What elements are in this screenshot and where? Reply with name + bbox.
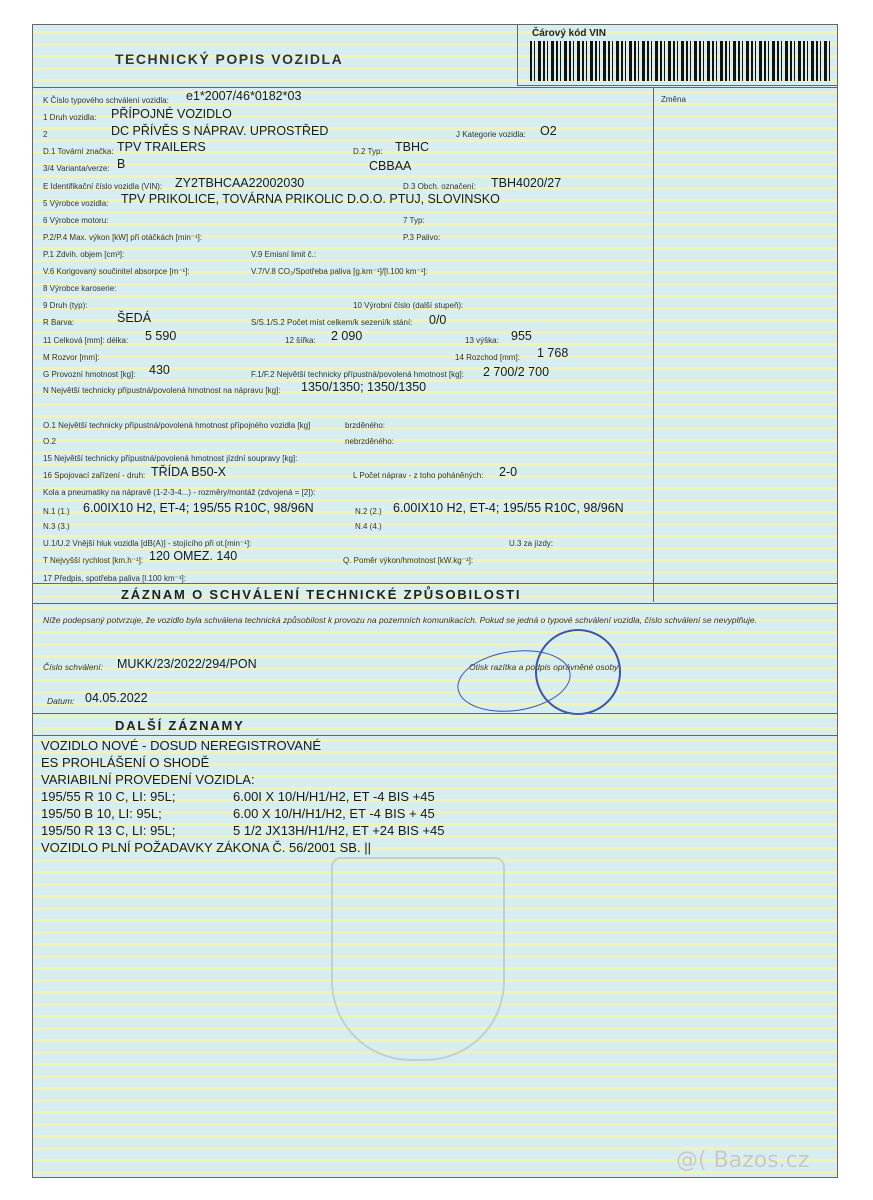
field-label-kola: Kola a pneumatiky na nápravě (1-2-3-4...) - rozměry/montáž (zdvojená = [2]):	[43, 488, 316, 497]
field-label-p2: P.2/P.4 Max. výkon [kW] při otáčkách [min⁻¹]:	[43, 233, 203, 242]
field-label-o1: O.1 Největší technicky přípustná/povolená hmotnost přípojného vozidla [kg]	[43, 421, 311, 430]
field-label-2: 2	[43, 130, 48, 139]
approval-date-label: Datum:	[47, 696, 75, 706]
field-label-nebrzdeneho: nebrzděného:	[345, 437, 394, 446]
field-label-e: E Identifikační číslo vozidla (VIN):	[43, 182, 163, 191]
field-label-9: 9 Druh (typ):	[43, 301, 88, 310]
record-line: 195/50 B 10, LI: 95L;	[41, 806, 162, 821]
field-value-n1: 6.00IX10 H2, ET-4; 195/55 R10C, 98/96N	[83, 501, 314, 515]
field-value-d2: TBHC	[395, 140, 430, 154]
field-label-12: 12 šířka:	[285, 336, 316, 345]
field-label-10: 10 Výrobní číslo (další stupeň):	[353, 301, 464, 310]
field-label-v7: V.7/V.8 CO₂/Spotřeba paliva [g.km⁻¹]/[l.100 km⁻¹]:	[251, 267, 428, 276]
record-line: 6.00I X 10/H/H1/H2, ET -4 BIS +45	[233, 789, 435, 804]
approval-date: 04.05.2022	[85, 691, 148, 705]
records-title: DALŠÍ ZÁZNAMY	[115, 718, 245, 733]
field-label-j: J Kategorie vozidla:	[456, 130, 526, 139]
field-label-p1: P.1 Zdvih. objem [cm³]:	[43, 250, 125, 259]
field-value-d1: TPV TRAILERS	[117, 140, 206, 154]
field-value-k: e1*2007/46*0182*03	[186, 89, 302, 103]
field-label-n3: N.3 (3.)	[43, 522, 70, 531]
field-label-8: 8 Výrobce karoserie:	[43, 284, 117, 293]
field-value-r: ŠEDÁ	[117, 311, 152, 325]
record-line: VOZIDLO PLNÍ POŽADAVKY ZÁKONA Č. 56/2001 SB. ||	[41, 840, 371, 855]
field-label-brzdeneho: brzděného:	[345, 421, 386, 430]
field-label-14: 14 Rozchod [mm]:	[455, 353, 520, 362]
field-label-n2: N.2 (2.)	[355, 507, 382, 516]
field-value-verze: CBBAA	[369, 159, 412, 173]
field-label-13: 13 výška:	[465, 336, 499, 345]
record-line: 5 1/2 JX13H/H1/H2, ET +24 BIS +45	[233, 823, 445, 838]
field-value-14: 1 768	[537, 346, 569, 360]
records-top-divider	[33, 713, 837, 714]
field-label-d3: D.3 Obch. označení:	[403, 182, 476, 191]
document-title: TECHNICKÝ POPIS VOZIDLA	[115, 51, 344, 67]
vin-label: Čárový kód VIN	[532, 28, 606, 39]
field-label-p3: P.3 Palivo:	[403, 233, 441, 242]
field-value-f: 2 700/2 700	[483, 365, 550, 379]
field-label-s: S/S.1/S.2 Počet míst celkem/k sezení/k stání:	[251, 318, 413, 327]
document-sheet	[32, 24, 838, 1178]
field-label-q: Q. Poměr výkon/hmotnost [kW.kg⁻¹]:	[343, 556, 474, 565]
state-emblem-watermark	[331, 857, 505, 1061]
field-label-34: 3/4 Varianta/verze:	[43, 164, 110, 173]
field-label-u1: U.1/U.2 Vnější hluk vozidla [dB(A)] - stojícího při ot.[min⁻¹]:	[43, 539, 252, 548]
field-value-t: 120 OMEZ. 140	[149, 549, 238, 563]
field-value-5: TPV PRIKOLICE, TOVÁRNA PRIKOLIC D.O.O. PTUJ, SLOVINSKO	[121, 192, 500, 206]
approval-note: Níže podepsaný potvrzuje, že vozidlo byla schválena technická způsobilost k provozu na pozemních komunikacích. Pokud se jedná o typové schválení vozidla, číslo schválení se nevyplňuje.	[43, 615, 757, 625]
field-label-17: 17 Předpis, spotřeba paliva [l.100 km⁻¹]:	[43, 574, 186, 583]
bazos-watermark: @( Bazos.cz	[676, 1148, 810, 1173]
field-value-n2: 6.00IX10 H2, ET-4; 195/55 R10C, 98/96N	[393, 501, 624, 515]
field-label-v6: V.6 Korigovaný součinitel absorpce [m⁻¹]:	[43, 267, 190, 276]
field-label-d2: D.2 Typ:	[353, 147, 383, 156]
field-value-12: 2 090	[331, 329, 363, 343]
field-label-k: K Číslo typového schválení vozidla:	[43, 96, 169, 105]
field-value-g: 430	[149, 363, 170, 377]
field-value-1: PŘÍPOJNÉ VOZIDLO	[111, 107, 232, 121]
approval-stamp-label: Otisk razítka a podpis oprávněné osoby	[469, 662, 619, 672]
field-label-l: L Počet náprav - z toho poháněných:	[353, 471, 484, 480]
field-label-f: F.1/F.2 Největší technicky přípustná/povolená hmotnost [kg]:	[251, 370, 464, 379]
field-value-s: 0/0	[429, 313, 447, 327]
vin-barcode	[530, 41, 830, 81]
field-label-16: 16 Spojovací zařízení - druh:	[43, 471, 146, 480]
change-column-divider	[653, 87, 654, 602]
field-value-l: 2-0	[499, 465, 518, 479]
field-label-n1: N.1 (1.)	[43, 507, 70, 516]
field-label-5: 5 Výrobce vozidla:	[43, 199, 109, 208]
approval-title: ZÁZNAM O SCHVÁLENÍ TECHNICKÉ ZPŮSOBILOSTI	[121, 587, 522, 602]
record-line: 195/55 R 10 C, LI: 95L;	[41, 789, 176, 804]
field-label-o2: O.2	[43, 437, 56, 446]
field-label-u3: U.3 za jízdy:	[509, 539, 554, 548]
change-column-label: Změna	[661, 95, 686, 104]
vin-barcode-box	[517, 25, 838, 86]
field-label-n: N Největší technicky přípustná/povolená hmotnost na nápravu [kg]:	[43, 386, 281, 395]
field-label-d1: D.1 Tovární značka:	[43, 147, 114, 156]
field-value-2: DC PŘÍVĚS S NÁPRAV. UPROSTŘED	[111, 124, 329, 138]
field-label-r: R Barva:	[43, 318, 75, 327]
approval-title-divider	[33, 603, 837, 604]
field-label-n4: N.4 (4.)	[355, 522, 382, 531]
record-line: VARIABILNÍ PROVEDENÍ VOZIDLA:	[41, 772, 255, 787]
field-label-6: 6 Výrobce motoru:	[43, 216, 109, 225]
field-label-t: T Nejvyšší rychlost [km.h⁻¹]:	[43, 556, 144, 565]
field-label-g: G Provozní hmotnost [kg]:	[43, 370, 136, 379]
field-value-11: 5 590	[145, 329, 177, 343]
field-value-34: B	[117, 157, 126, 171]
record-line: ES PROHLÁŠENÍ O SHODĚ	[41, 755, 210, 770]
field-value-d3: TBH4020/27	[491, 176, 562, 190]
header-divider	[33, 87, 837, 88]
field-value-n: 1350/1350; 1350/1350	[301, 380, 427, 394]
approval-number: MUKK/23/2022/294/PON	[117, 657, 257, 671]
record-line: 6.00 X 10/H/H1/H2, ET -4 BIS + 45	[233, 806, 435, 821]
field-label-m: M Rozvor [mm]:	[43, 353, 100, 362]
record-line: 195/50 R 13 C, LI: 95L;	[41, 823, 176, 838]
records-title-divider	[33, 735, 837, 736]
approval-number-label: Číslo schválení:	[43, 662, 103, 672]
field-value-16: TŘÍDA B50-X	[151, 465, 227, 479]
field-label-7: 7 Typ:	[403, 216, 425, 225]
field-value-vin: ZY2TBHCAA22002030	[175, 176, 305, 190]
record-line: VOZIDLO NOVÉ - DOSUD NEREGISTROVANÉ	[41, 738, 322, 753]
field-label-15: 15 Největší technicky přípustná/povolená hmotnost jízdní soupravy [kg]:	[43, 454, 298, 463]
field-value-j: O2	[540, 124, 557, 138]
field-label-11: 11 Celková [mm]: délka:	[43, 336, 129, 345]
field-label-v9: V.9 Emisní limit č.:	[251, 250, 317, 259]
approval-top-divider	[33, 583, 837, 584]
field-label-1: 1 Druh vozidla:	[43, 113, 97, 122]
field-value-13: 955	[511, 329, 532, 343]
